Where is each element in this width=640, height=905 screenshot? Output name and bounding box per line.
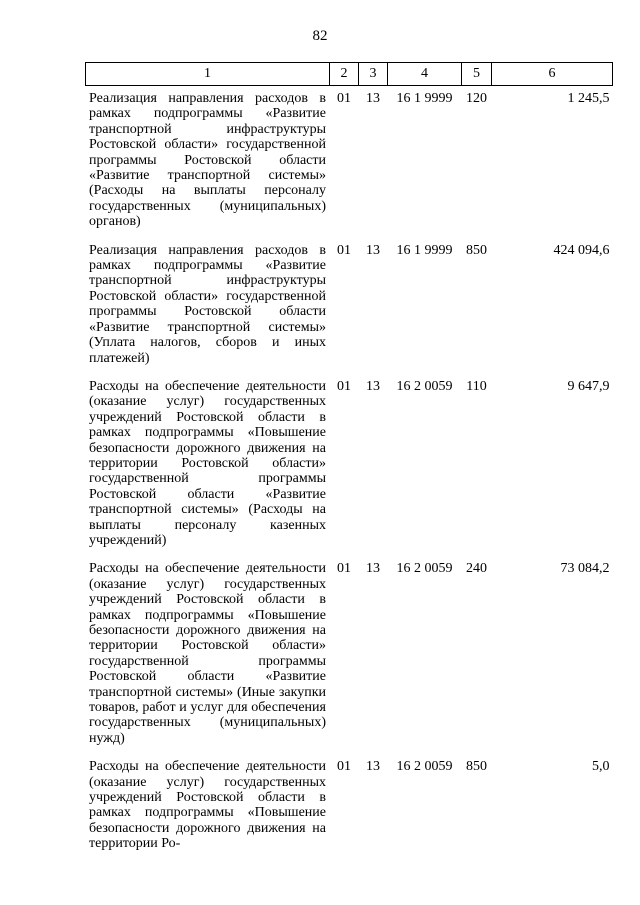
row-rz: 01 — [337, 378, 351, 394]
row-pr: 13 — [366, 561, 380, 577]
table-row — [86, 238, 613, 374]
row-sum: 9 647,9 — [567, 378, 610, 394]
header-col-4: 4 — [388, 63, 462, 86]
row-rz: 01 — [337, 561, 351, 577]
table-row — [86, 374, 613, 556]
row-rz: 01 — [337, 759, 351, 775]
row-pr: 13 — [366, 759, 380, 775]
row-rz: 01 — [337, 242, 351, 258]
row-vr: 850 — [466, 242, 487, 258]
row-sum: 424 094,6 — [553, 242, 610, 258]
row-description: Расходы на обеспечение деятельности (оказание услуг) государственных учреждений Ростовской области в рамках подпрограммы «Повышение безопасности дорожного движения на территории Ро- — [89, 759, 326, 852]
row-csr: 16 2 0059 — [396, 378, 453, 394]
header-col-6: 6 — [492, 63, 613, 86]
row-description: Расходы на обеспечение деятельности (оказание услуг) государственных учреждений Ростовской области в рамках подпрограммы «Повышение безопасности дорожного движения на территории Ростовской области» государственной программы Ростовской области «Развитие транспортной системы» (Иные закупки товаров, работ и услуг для обеспечения государственных (муниципальных) нужд) — [89, 561, 326, 746]
row-pr: 13 — [366, 91, 380, 106]
header-row — [86, 63, 613, 86]
header-col-1: 1 — [86, 63, 330, 86]
table-row — [86, 86, 613, 238]
table-body — [86, 86, 613, 860]
row-sum: 1 245,5 — [567, 91, 610, 106]
row-vr: 120 — [466, 91, 487, 106]
row-pr: 13 — [366, 378, 380, 394]
row-csr: 16 2 0059 — [396, 759, 453, 775]
row-vr: 850 — [466, 759, 487, 775]
row-sum: 5,0 — [592, 759, 610, 775]
header-col-5: 5 — [462, 63, 492, 86]
table-row — [86, 754, 613, 859]
row-csr: 16 1 9999 — [396, 91, 453, 106]
row-pr: 13 — [366, 242, 380, 258]
row-sum: 73 084,2 — [560, 561, 610, 577]
table-header — [86, 63, 613, 86]
row-vr: 110 — [466, 378, 487, 394]
row-csr: 16 1 9999 — [396, 242, 453, 258]
row-rz: 01 — [337, 91, 351, 106]
table-row — [86, 556, 613, 754]
header-col-2: 2 — [330, 63, 359, 86]
header-col-3: 3 — [359, 63, 388, 86]
row-description: Реализация направления расходов в рамках подпрограммы «Развитие транспортной инфраструктуры Ростовской области» государственной программы Ростовской области «Развитие транспортной системы» (Уплата налогов, сборов и иных платежей) — [89, 242, 326, 366]
page-number: 82 — [312, 28, 328, 44]
row-description: Расходы на обеспечение деятельности (оказание услуг) государственных учреждений Ростовской области в рамках подпрограммы «Повышение безопасности дорожного движения на территории Ростовской области» государственной программы Ростовской области «Развитие транспортной системы» (Расходы на выплаты персоналу казенных учреждений) — [89, 378, 326, 548]
row-description: Реализация направления расходов в рамках подпрограммы «Развитие транспортной инфраструктуры Ростовской области» государственной программы Ростовской области «Развитие транспортной системы» (Расходы на выплаты персоналу государственных (муниципальных) органов) — [89, 91, 326, 230]
budget-table — [85, 62, 613, 860]
row-csr: 16 2 0059 — [396, 561, 453, 577]
row-vr: 240 — [466, 561, 487, 577]
